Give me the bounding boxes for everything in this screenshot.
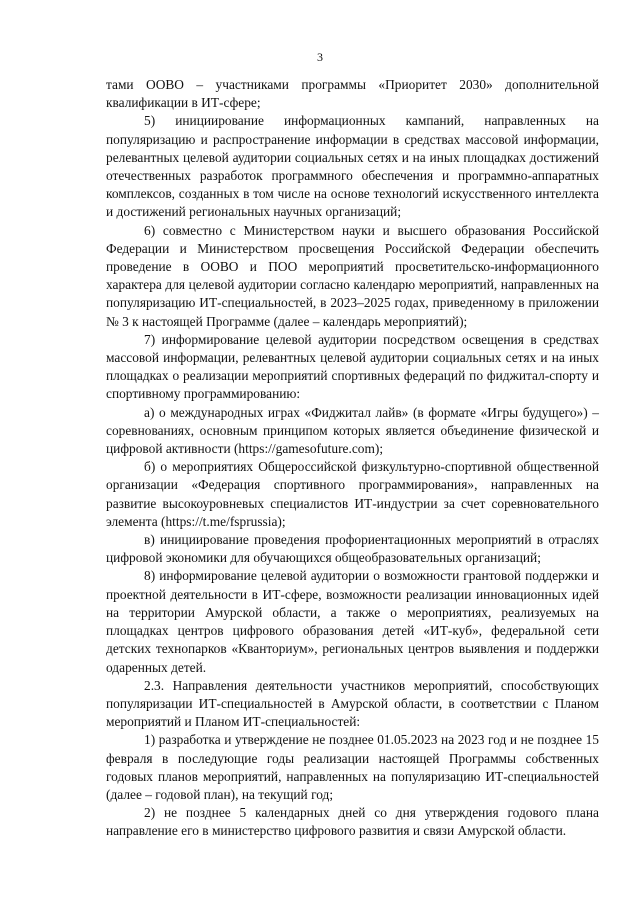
page-number: 3 [317, 50, 323, 64]
paragraph-item-2: 2) не позднее 5 календарных дней со дня утверждения годового плана направление его в министерство цифрового развития и связи Амурской области. [106, 805, 599, 839]
document-body [106, 76, 599, 841]
paragraph-subitem-v: в) инициирование проведения профориентационных мероприятий в отраслях цифровой экономики для обучающихся общеобразовательных организаций; [106, 532, 599, 566]
paragraph-subitem-a: а) о международных играх «Фиджитал лайв» (в формате «Игры будущего») – соревнованиях, основным принципом которых является объединение физической и цифровой активности (https://gamesofuture.com); [106, 404, 599, 457]
paragraph-item-1: 1) разработка и утверждение не позднее 01.05.2023 на 2023 год и не позднее 15 февраля в последующие годы реализации настоящей Программы собственных годовых планов мероприятий, направленных на популяризацию ИТ-специальностей (далее – годовой план), на текущий год; [106, 732, 599, 802]
paragraph-item-8: 8) информирование целевой аудитории о возможности грантовой поддержки и проектной деятельности в ИТ-сфере, возможности реализации инновационных идей на территории Амурской области, а также о мероприятиях, реализуемых на площадках центров цифрового образования детей «ИТ-куб», федеральной сети детских технопарков «Кванториум», региональных центров выявления и поддержки одаренных детей. [106, 568, 599, 675]
paragraph-section-2-3: 2.3. Направления деятельности участников мероприятий, способствующих популяризации ИТ-специальностей в Амурской области, в соответствии с Планом мероприятий и Планом ИТ-специальностей: [106, 677, 599, 730]
paragraph-item-5: 5) инициирование информационных кампаний, направленных на популяризацию и распространение информации в средствах массовой информации, релевантных целевой аудитории социальных сетях и на иных площадках достижений отечественных разработок программного обеспечения и программно-аппаратных комплексов, созданных в том числе на основе технологий искусственного интеллекта и достижений региональных научных организаций; [106, 113, 599, 220]
paragraph-item-6: 6) совместно с Министерством науки и высшего образования Российской Федерации и Министерством просвещения Российской Федерации обеспечить проведение в ООВО и ПОО мероприятий просветительско-информационного характера для целевой аудитории согласно календарю мероприятий, направленных на популяризацию ИТ-специальностей, в 2023–2025 годах, приведенному в приложении № 3 к настоящей Программе (далее – календарь мероприятий); [106, 222, 599, 329]
paragraph-continuation: тами ООВО – участниками программы «Приоритет 2030» дополнительной квалификации в ИТ-сфере; [106, 77, 599, 111]
paragraph-item-7: 7) информирование целевой аудитории посредством освещения в средствах массовой информации, релевантных целевой аудитории социальных сетях и на иных площадках о реализации мероприятий спортивных федераций по фиджитал-спорту и спортивному программированию: [106, 331, 599, 402]
paragraph-subitem-b: б) о мероприятиях Общероссийской физкультурно-спортивной общественной организации «Федерация спортивного программирования», направленных на развитие высокоуровневых специалистов ИТ-индустрии за счет соревновательного элемента (https://t.me/fsprussia); [106, 459, 599, 529]
